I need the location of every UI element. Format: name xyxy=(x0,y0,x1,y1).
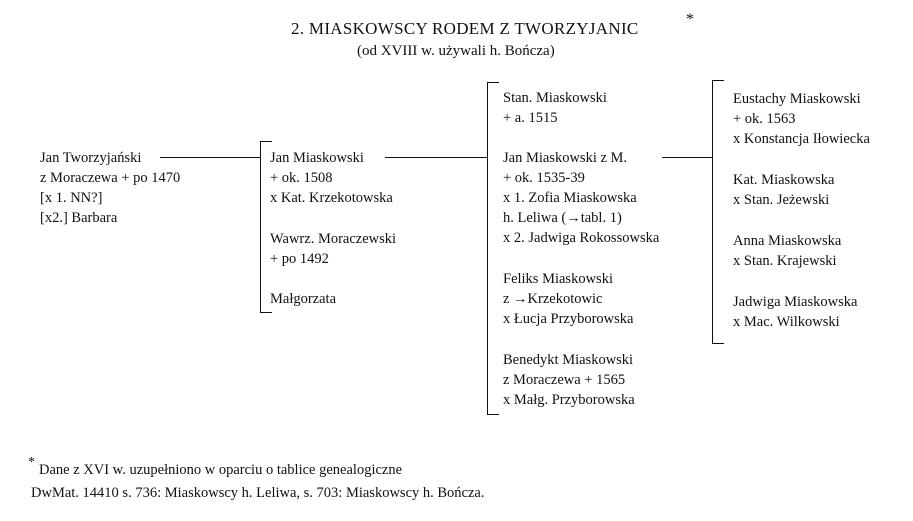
gen3-line: z →Krzekotowic xyxy=(503,291,603,307)
gen3-line: + ok. 1535-39 xyxy=(503,170,585,186)
gen1-line: [x 1. NN?] xyxy=(40,190,103,206)
gen4-line: Eustachy Miaskowski xyxy=(733,91,861,107)
bracket-tick xyxy=(260,312,272,313)
gen4-line: x Konstancja Iłowiecka xyxy=(733,131,870,147)
gen4-line: x Stan. Krajewski xyxy=(733,253,837,269)
bracket-tick xyxy=(487,82,499,83)
gen1-line: [x2.] Barbara xyxy=(40,210,118,226)
gen3-line: h. Leliwa (→tabl. 1) xyxy=(503,210,622,226)
gen3-line: Stan. Miaskowski xyxy=(503,90,607,106)
bracket-line xyxy=(260,141,261,312)
gen2-line: x Kat. Krzekotowska xyxy=(270,190,393,206)
gen3-line: + a. 1515 xyxy=(503,110,558,126)
gen4-line: x Stan. Jeżewski xyxy=(733,192,830,208)
connector-line xyxy=(662,157,712,158)
gen3-line: x Małg. Przyborowska xyxy=(503,392,635,408)
footnote-line-2: DwMat. 14410 s. 736: Miaskowscy h. Leliwa, s. 703: Miaskowscy h. Bończa. xyxy=(31,485,485,501)
gen4-line: Kat. Miaskowska xyxy=(733,172,835,188)
bracket-tick xyxy=(487,414,499,415)
gen4-line: Jadwiga Miaskowska xyxy=(733,294,858,310)
footnote-line-1: Dane z XVI w. uzupełniono w oparciu o tablice genealogiczne xyxy=(39,462,403,478)
footnote-marker: * xyxy=(28,455,35,470)
bracket-tick xyxy=(712,343,724,344)
bracket-line xyxy=(712,80,713,343)
page-title: 2. MIASKOWSCY RODEM Z TWORZYJANIC xyxy=(291,19,639,38)
gen4-line: Anna Miaskowska xyxy=(733,233,842,249)
gen2-line: + po 1492 xyxy=(270,251,329,267)
gen3-line: x 1. Zofia Miaskowska xyxy=(503,190,637,206)
bracket-tick xyxy=(712,80,724,81)
gen3-line: Feliks Miaskowski xyxy=(503,271,613,287)
gen3-line: z Moraczewa + 1565 xyxy=(503,372,626,388)
connector-line xyxy=(385,157,487,158)
page-subtitle: (od XVIII w. używali h. Bończa) xyxy=(357,43,555,59)
gen2-line: + ok. 1508 xyxy=(270,170,333,186)
gen3-line: x Łucja Przyborowska xyxy=(503,311,634,327)
gen4-line: x Mac. Wilkowski xyxy=(733,314,840,330)
gen4-line: + ok. 1563 xyxy=(733,111,796,127)
connector-line xyxy=(160,157,260,158)
title-footnote-marker: * xyxy=(686,11,694,28)
bracket-line xyxy=(487,82,488,414)
gen1-line: z Moraczewa + po 1470 xyxy=(40,170,181,186)
gen1-line: Jan Tworzyjański xyxy=(40,150,142,166)
bracket-tick xyxy=(260,141,272,142)
gen3-line: x 2. Jadwiga Rokossowska xyxy=(503,230,660,246)
gen3-line: Jan Miaskowski z M. xyxy=(503,150,628,166)
gen2-line: Małgorzata xyxy=(270,291,337,307)
gen3-line: Benedykt Miaskowski xyxy=(503,352,634,368)
gen2-line: Wawrz. Moraczewski xyxy=(270,231,397,247)
gen2-line: Jan Miaskowski xyxy=(270,150,364,166)
